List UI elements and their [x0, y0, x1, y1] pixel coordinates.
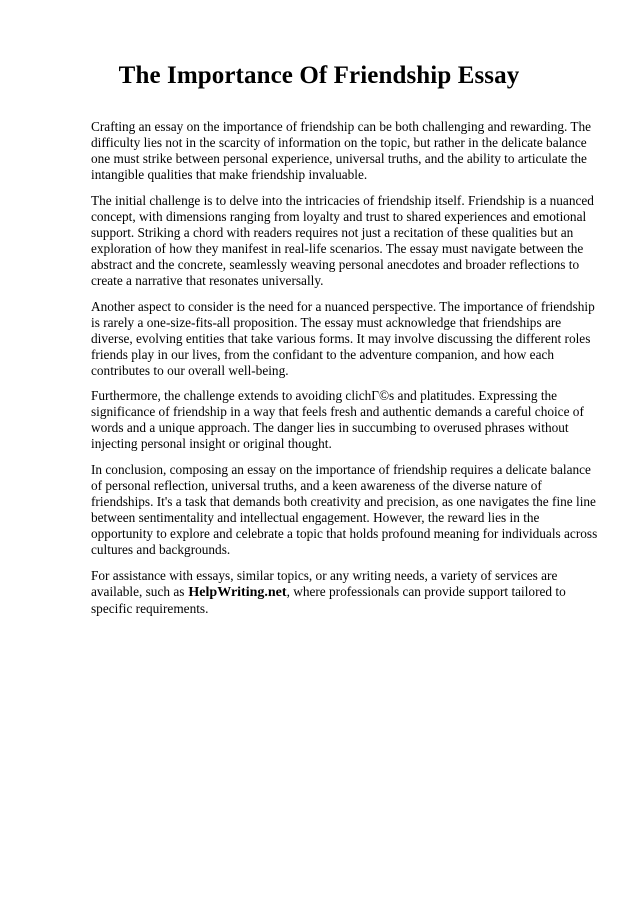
- closing-text-before-link: For assistance with essays, similar topics, or any writing needs, a variety of services are available, such as: [91, 567, 558, 599]
- paragraph-conclusion: In conclusion, composing an essay on the importance of friendship requires a delicate balance of personal reflection, universal truths, and a keen awareness of the diverse nature of friendships. It's a task that demands both creativity and precision, as one navigates the fine line between sentimentality and intellectual engagement. However, the reward lies in the opportunity to explore and celebrate a topic that holds profound meaning for individuals across cultures and backgrounds.: [91, 462, 598, 558]
- paragraph-intro: Crafting an essay on the importance of friendship can be both challenging and rewarding. The difficulty lies not in the scarcity of information on the topic, but rather in the delicate balance one must strike between personal experience, universal truths, and the ability to articulate the intangible qualities that make friendship invaluable.: [91, 119, 592, 182]
- document-title: The Importance Of Friendship Essay: [118, 62, 520, 89]
- closing-text-after-link: , where professionals can provide support tailored to specific requirements.: [91, 583, 566, 616]
- paragraph-closing: [91, 568, 601, 617]
- paragraph-avoiding-cliches: Furthermore, the challenge extends to avoiding clichГ©s and platitudes. Expressing the significance of friendship in a way that feels fresh and authentic demands a careful choice of words and a unique approach. The danger lies in succumbing to overused phrases without injecting personal insight or original thought.: [91, 388, 584, 452]
- document-body: [91, 119, 601, 627]
- helpwriting-link[interactable]: HelpWriting.net: [188, 584, 287, 600]
- paragraph-nuanced-perspective: Another aspect to consider is the need for a nuanced perspective. The importance of friendship is rarely a one-size-fits-all proposition. The essay must acknowledge that friendships are diverse, evolving entities that take various forms. It may involve discussing the different roles friends play in our lives, from the confidant to the adventure companion, and how each contributes to our overall well-being.: [91, 298, 595, 378]
- paragraph-initial-challenge: The initial challenge is to delve into the intricacies of friendship itself. Friendship is a nuanced concept, with dimensions ranging from loyalty and trust to shared experiences and emotional support. Striking a chord with readers requires not just a recitation of these qualities but an exploration of how they manifest in real-life scenarios. The essay must navigate between the abstract and the concrete, seamlessly weaving personal anecdotes and broader reflections to create a narrative that resonates universally.: [91, 192, 594, 288]
